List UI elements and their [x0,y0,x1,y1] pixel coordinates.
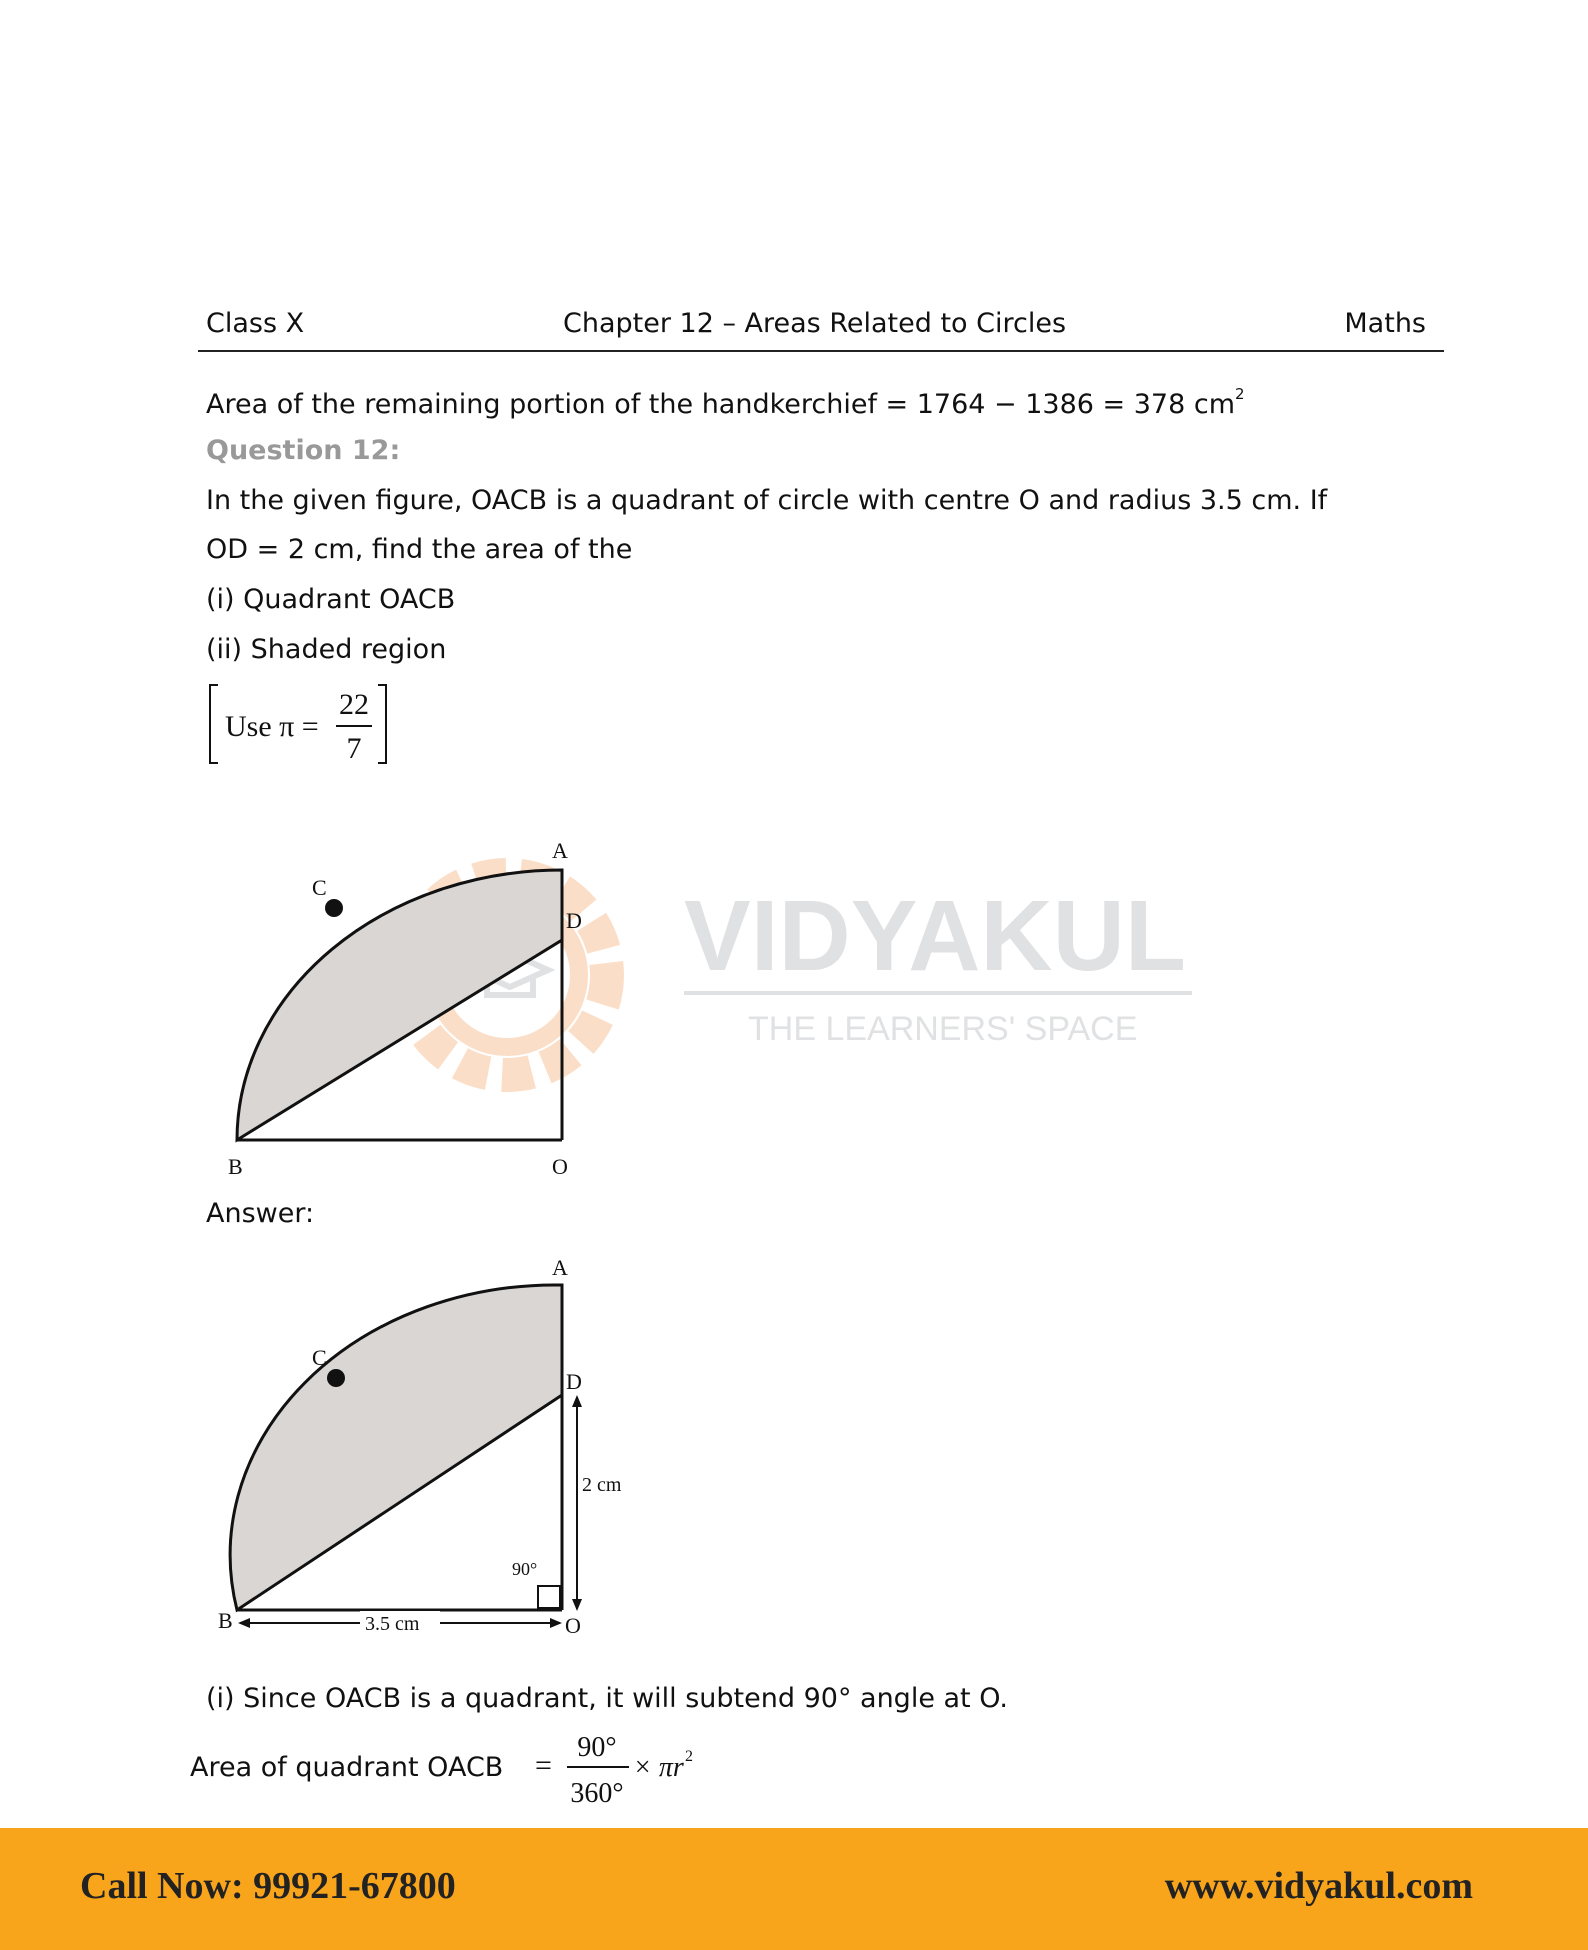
area-label: Area of quadrant OACB [190,1752,504,1783]
area-numerator: 90° [577,1732,617,1763]
label-c: C [312,875,327,900]
header-chapter: Chapter 12 – Areas Related to Circles [563,308,1067,339]
right-angle-marker [538,1586,560,1608]
label-b: B [218,1608,233,1633]
figure-quadrant-answer [200,1245,640,1645]
page-header [198,300,1444,352]
shaded-region [237,870,562,1140]
use-pi-formula [200,680,400,780]
header-class: Class X [206,308,305,339]
angle-label: 90° [512,1559,538,1579]
label-d: D [566,908,582,933]
figure-quadrant-question [200,785,620,1185]
label-o: O [552,1154,568,1179]
header-subject: Maths [1344,308,1426,339]
label-a: A [552,838,568,863]
area-formula [525,1725,725,1825]
point-c [325,899,343,917]
label-a: A [552,1255,568,1280]
area-denominator: 360° [570,1778,624,1809]
use-pi-denominator: 7 [346,732,362,765]
part-ii: (ii) Shaded region [206,634,447,665]
area-tail-sup: 2 [685,1748,693,1765]
od-length-label: 2 cm [582,1474,622,1496]
watermark-brand: VIDYAKUL [684,880,1186,992]
footer-website-link[interactable]: www.vidyakul.com [1164,1865,1473,1907]
label-d: D [566,1369,582,1394]
part-i: (i) Quadrant OACB [206,584,456,615]
label-b: B [228,1154,243,1179]
question-line-2: OD = 2 cm, find the area of the [206,534,633,565]
answer-label: Answer: [206,1198,315,1229]
use-pi-numerator: 22 [339,688,369,721]
label-o: O [565,1613,581,1638]
since-line: (i) Since OACB is a quadrant, it will subtend 90° angle at O. [206,1683,1008,1714]
watermark-tagline: THE LEARNERS' SPACE [748,1010,1138,1048]
footer-call-now[interactable]: Call Now: 99921-67800 [80,1865,456,1907]
area-equals: = [535,1749,552,1782]
question-line-1: In the given figure, OACB is a quadrant of circle with centre O and radius 3.5 cm. If [206,485,1328,516]
remaining-area-line: Area of the remaining portion of the handkerchief = 1764 − 1386 = 378 $cm^2$ [206,385,1245,420]
footer-bar [0,1828,1588,1950]
point-c [327,1369,345,1387]
question-title: Question 12: [206,435,401,466]
label-c: C [312,1345,327,1370]
use-pi-prefix: Use π = [225,710,319,743]
ob-length-label: 3.5 cm [365,1613,420,1635]
area-tail: × πr [633,1752,684,1783]
